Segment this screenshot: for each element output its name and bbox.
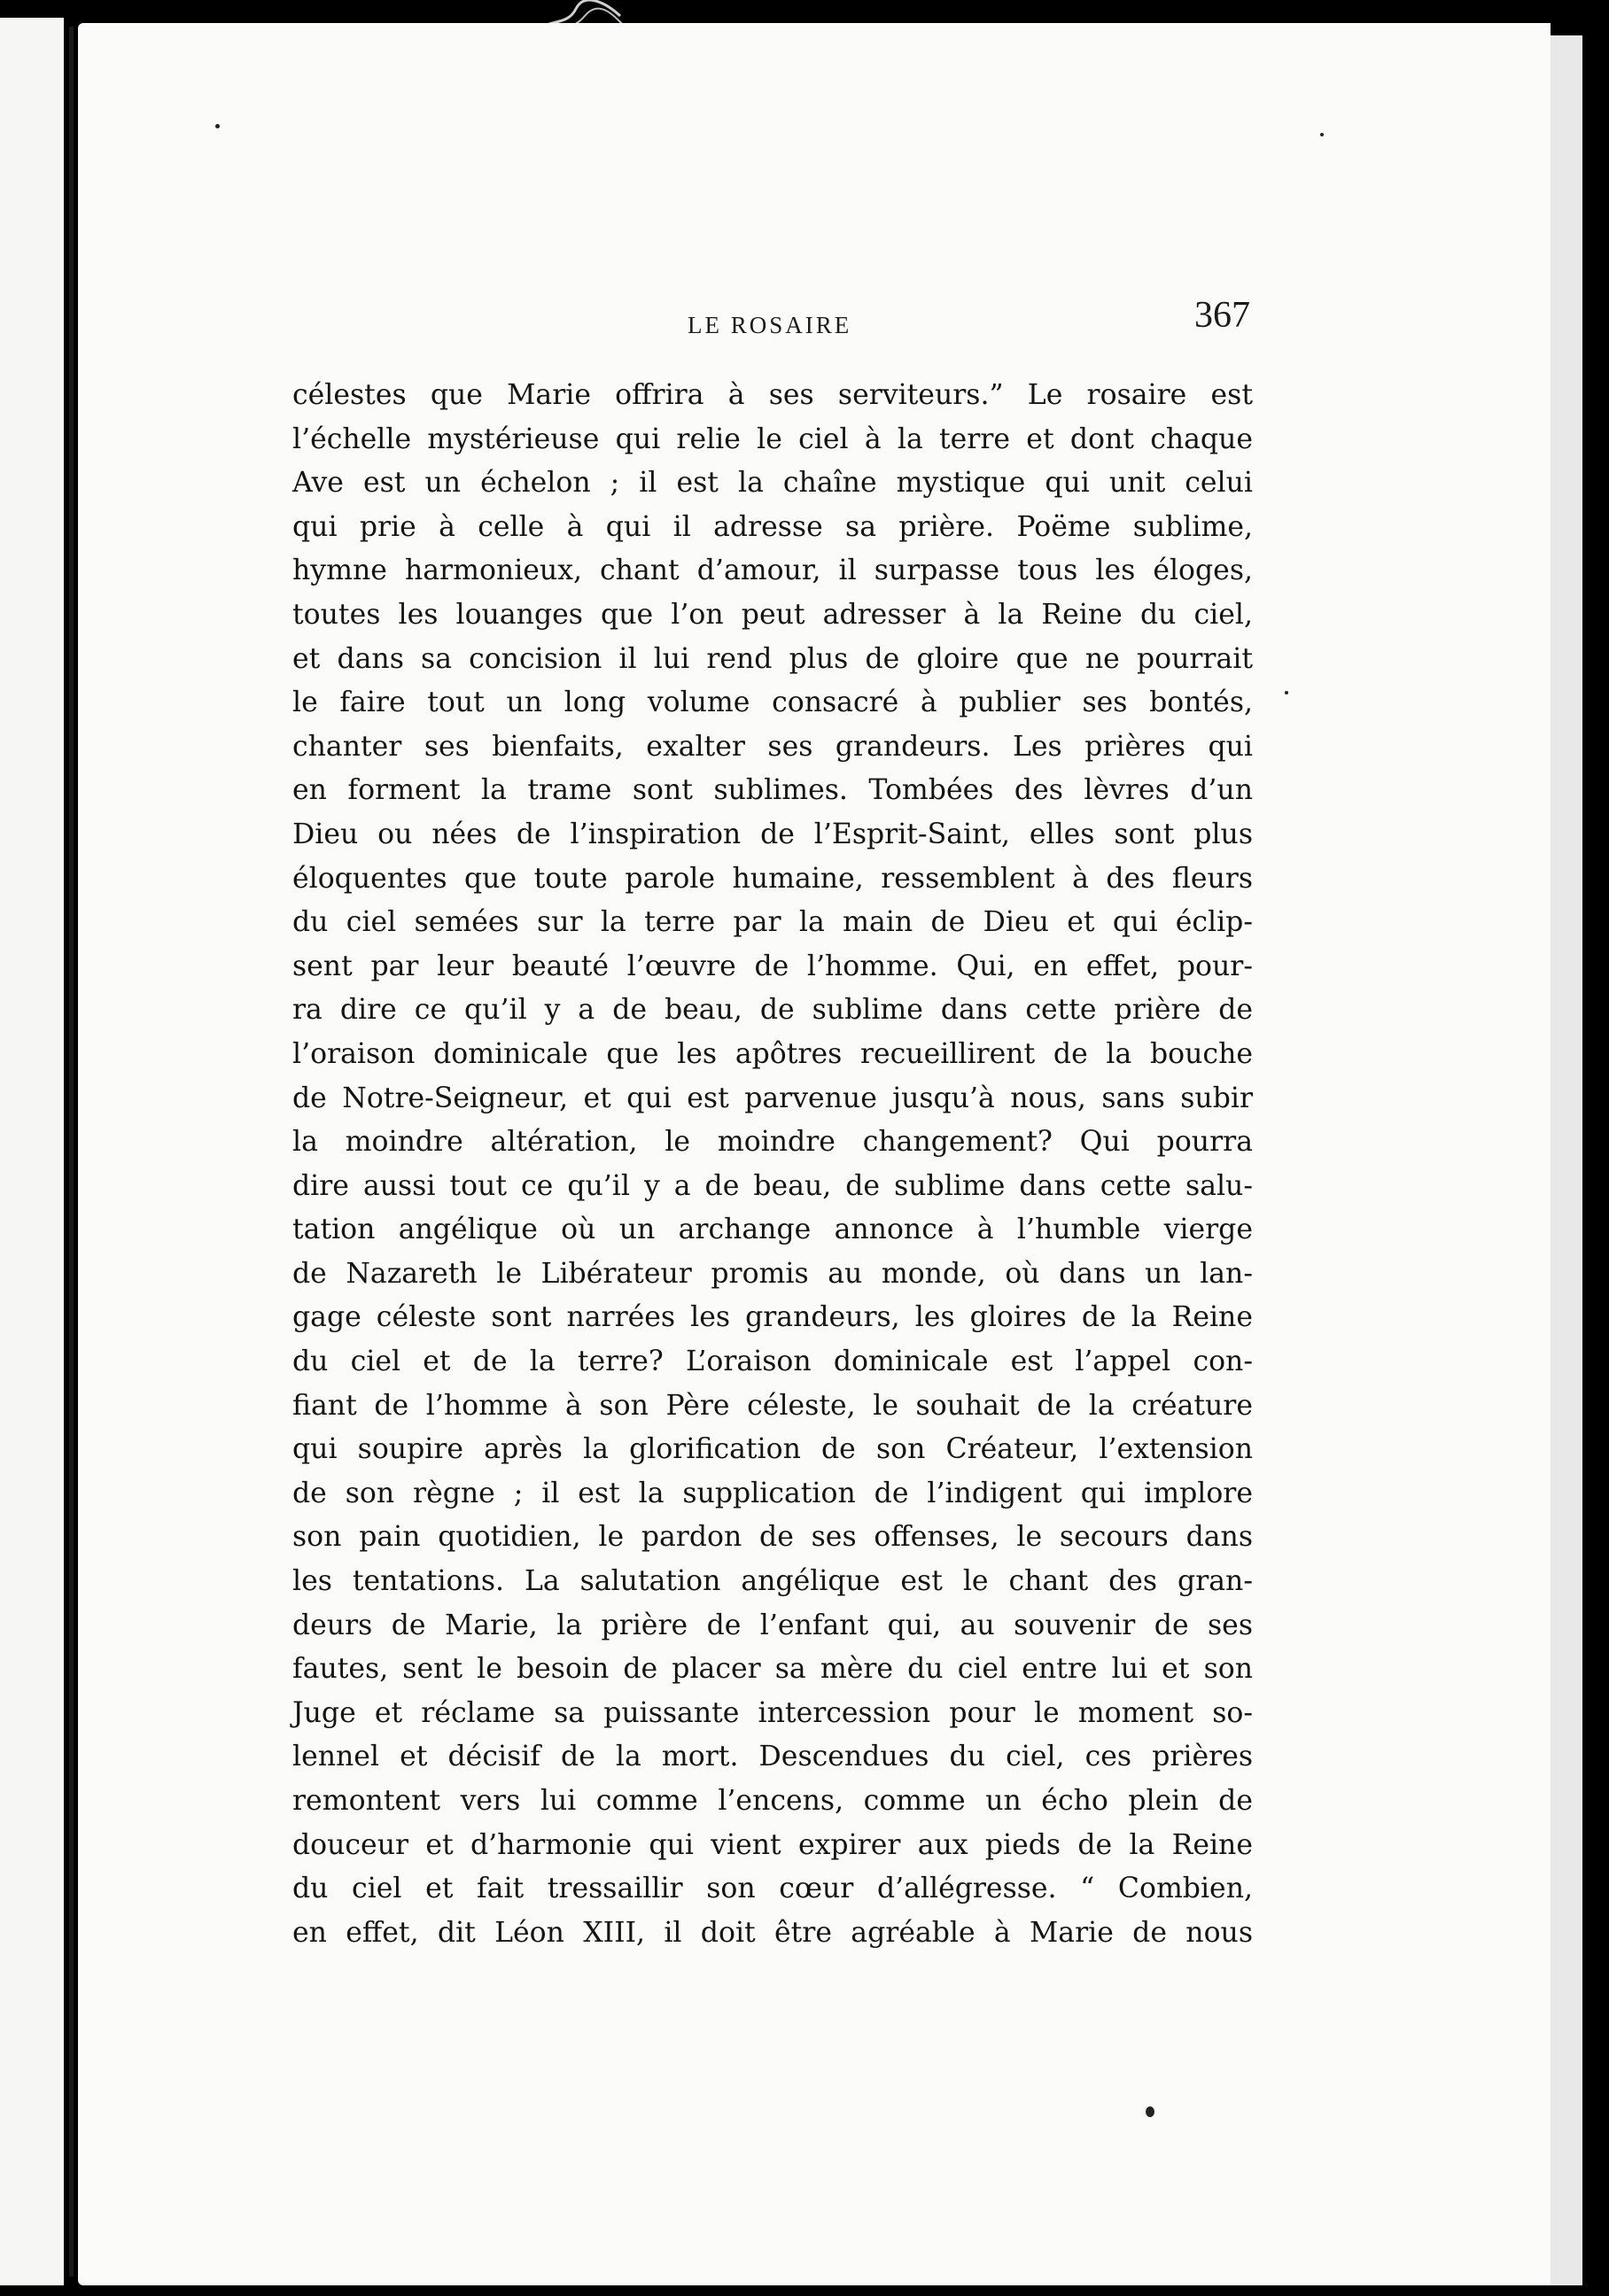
text-line: de Notre-Seigneur, et qui est parvenue jusqu’à nous, sans subir xyxy=(292,1082,1253,1114)
ink-speck xyxy=(1285,691,1288,694)
text-line: de son règne ; il est la supplication de l’indigent qui implore xyxy=(292,1477,1253,1509)
text-line: la moindre altération, le moindre changement? Qui pourra xyxy=(292,1126,1253,1159)
ink-speck xyxy=(1146,2106,1154,2117)
text-line: les tentations. La salutation angélique est le chant des gran- xyxy=(292,1565,1253,1598)
text-line: fiant de l’homme à son Père céleste, le souhait de la créature xyxy=(292,1389,1253,1422)
text-line: douceur et d’harmonie qui vient expirer aux pieds de la Reine xyxy=(292,1828,1253,1861)
text-line: l’oraison dominicale que les apôtres recueillirent de la bouche xyxy=(292,1037,1253,1070)
binding-shadow xyxy=(69,27,74,2277)
text-line: de Nazareth le Libérateur promis au monde, où dans un lan- xyxy=(292,1257,1253,1290)
text-line: toutes les louanges que l’on peut adresser à la Reine du ciel, xyxy=(292,598,1253,631)
ink-speck xyxy=(215,124,220,128)
text-line: chanter ses bienfaits, exalter ses grandeurs. Les prières qui xyxy=(292,730,1253,763)
text-line: célestes que Marie offrira à ses serviteurs.” Le rosaire est xyxy=(292,379,1253,411)
text-line: en effet, dit Léon XIII, il doit être agréable à Marie de nous xyxy=(292,1916,1253,1949)
text-line: éloquentes que toute parole humaine, ressemblent à des fleurs xyxy=(292,862,1253,895)
text-line: du ciel et de la terre? L’oraison dominicale est l’appel con- xyxy=(292,1346,1253,1378)
text-line: qui soupire après la glorification de son Créateur, l’extension xyxy=(292,1433,1253,1466)
text-line: gage céleste sont narrées les grandeurs, les gloires de la Reine xyxy=(292,1301,1253,1334)
text-line: l’échelle mystérieuse qui relie le ciel à la terre et dont chaque xyxy=(292,423,1253,455)
text-line: ra dire ce qu’il y a de beau, de sublime dans cette prière de xyxy=(292,994,1253,1027)
text-line: hymne harmonieux, chant d’amour, il surpasse tous les éloges, xyxy=(292,555,1253,587)
text-line: du ciel semées sur la terre par la main de Dieu et qui éclip- xyxy=(292,906,1253,939)
running-head: LE ROSAIRE xyxy=(688,312,852,338)
page-number: 367 xyxy=(1194,295,1250,336)
text-line: Juge et réclame sa puissante intercession pour le moment so- xyxy=(292,1696,1253,1729)
text-line: le faire tout un long volume consacré à publier ses bontés, xyxy=(292,686,1253,719)
text-line: lennel et décisif de la mort. Descendues du ciel, ces prières xyxy=(292,1741,1253,1773)
text-line: Dieu ou nées de l’inspiration de l’Esprit-Saint, elles sont plus xyxy=(292,818,1253,850)
text-line: sent par leur beauté l’œuvre de l’homme. Qui, en effet, pour- xyxy=(292,950,1253,982)
page-edge-shadow xyxy=(1551,35,1582,2285)
text-line: fautes, sent le besoin de placer sa mère du ciel entre lui et son xyxy=(292,1653,1253,1686)
text-line: du ciel et fait tressaillir son cœur d’allégresse. “ Combien, xyxy=(292,1873,1253,1905)
text-line: remontent vers lui comme l’encens, comme un écho plein de xyxy=(292,1785,1253,1817)
text-line: dire aussi tout ce qu’il y a de beau, de sublime dans cette salu- xyxy=(292,1169,1253,1202)
text-line: qui prie à celle à qui il adresse sa prière. Poëme sublime, xyxy=(292,510,1253,543)
body-text xyxy=(292,374,1253,1955)
ink-speck xyxy=(1320,133,1324,136)
text-line: deurs de Marie, la prière de l’enfant qui, au souvenir de ses xyxy=(292,1609,1253,1641)
text-line: en forment la trame sont sublimes. Tombées des lèvres d’un xyxy=(292,774,1253,807)
text-line: et dans sa concision il lui rend plus de gloire que ne pourrait xyxy=(292,642,1253,675)
text-line: tation angélique où un archange annonce à l’humble vierge xyxy=(292,1214,1253,1246)
text-line: Ave est un échelon ; il est la chaîne mystique qui unit celui xyxy=(292,467,1253,500)
text-line: son pain quotidien, le pardon de ses offenses, le secours dans xyxy=(292,1521,1253,1554)
facing-page-edge xyxy=(0,18,64,2285)
